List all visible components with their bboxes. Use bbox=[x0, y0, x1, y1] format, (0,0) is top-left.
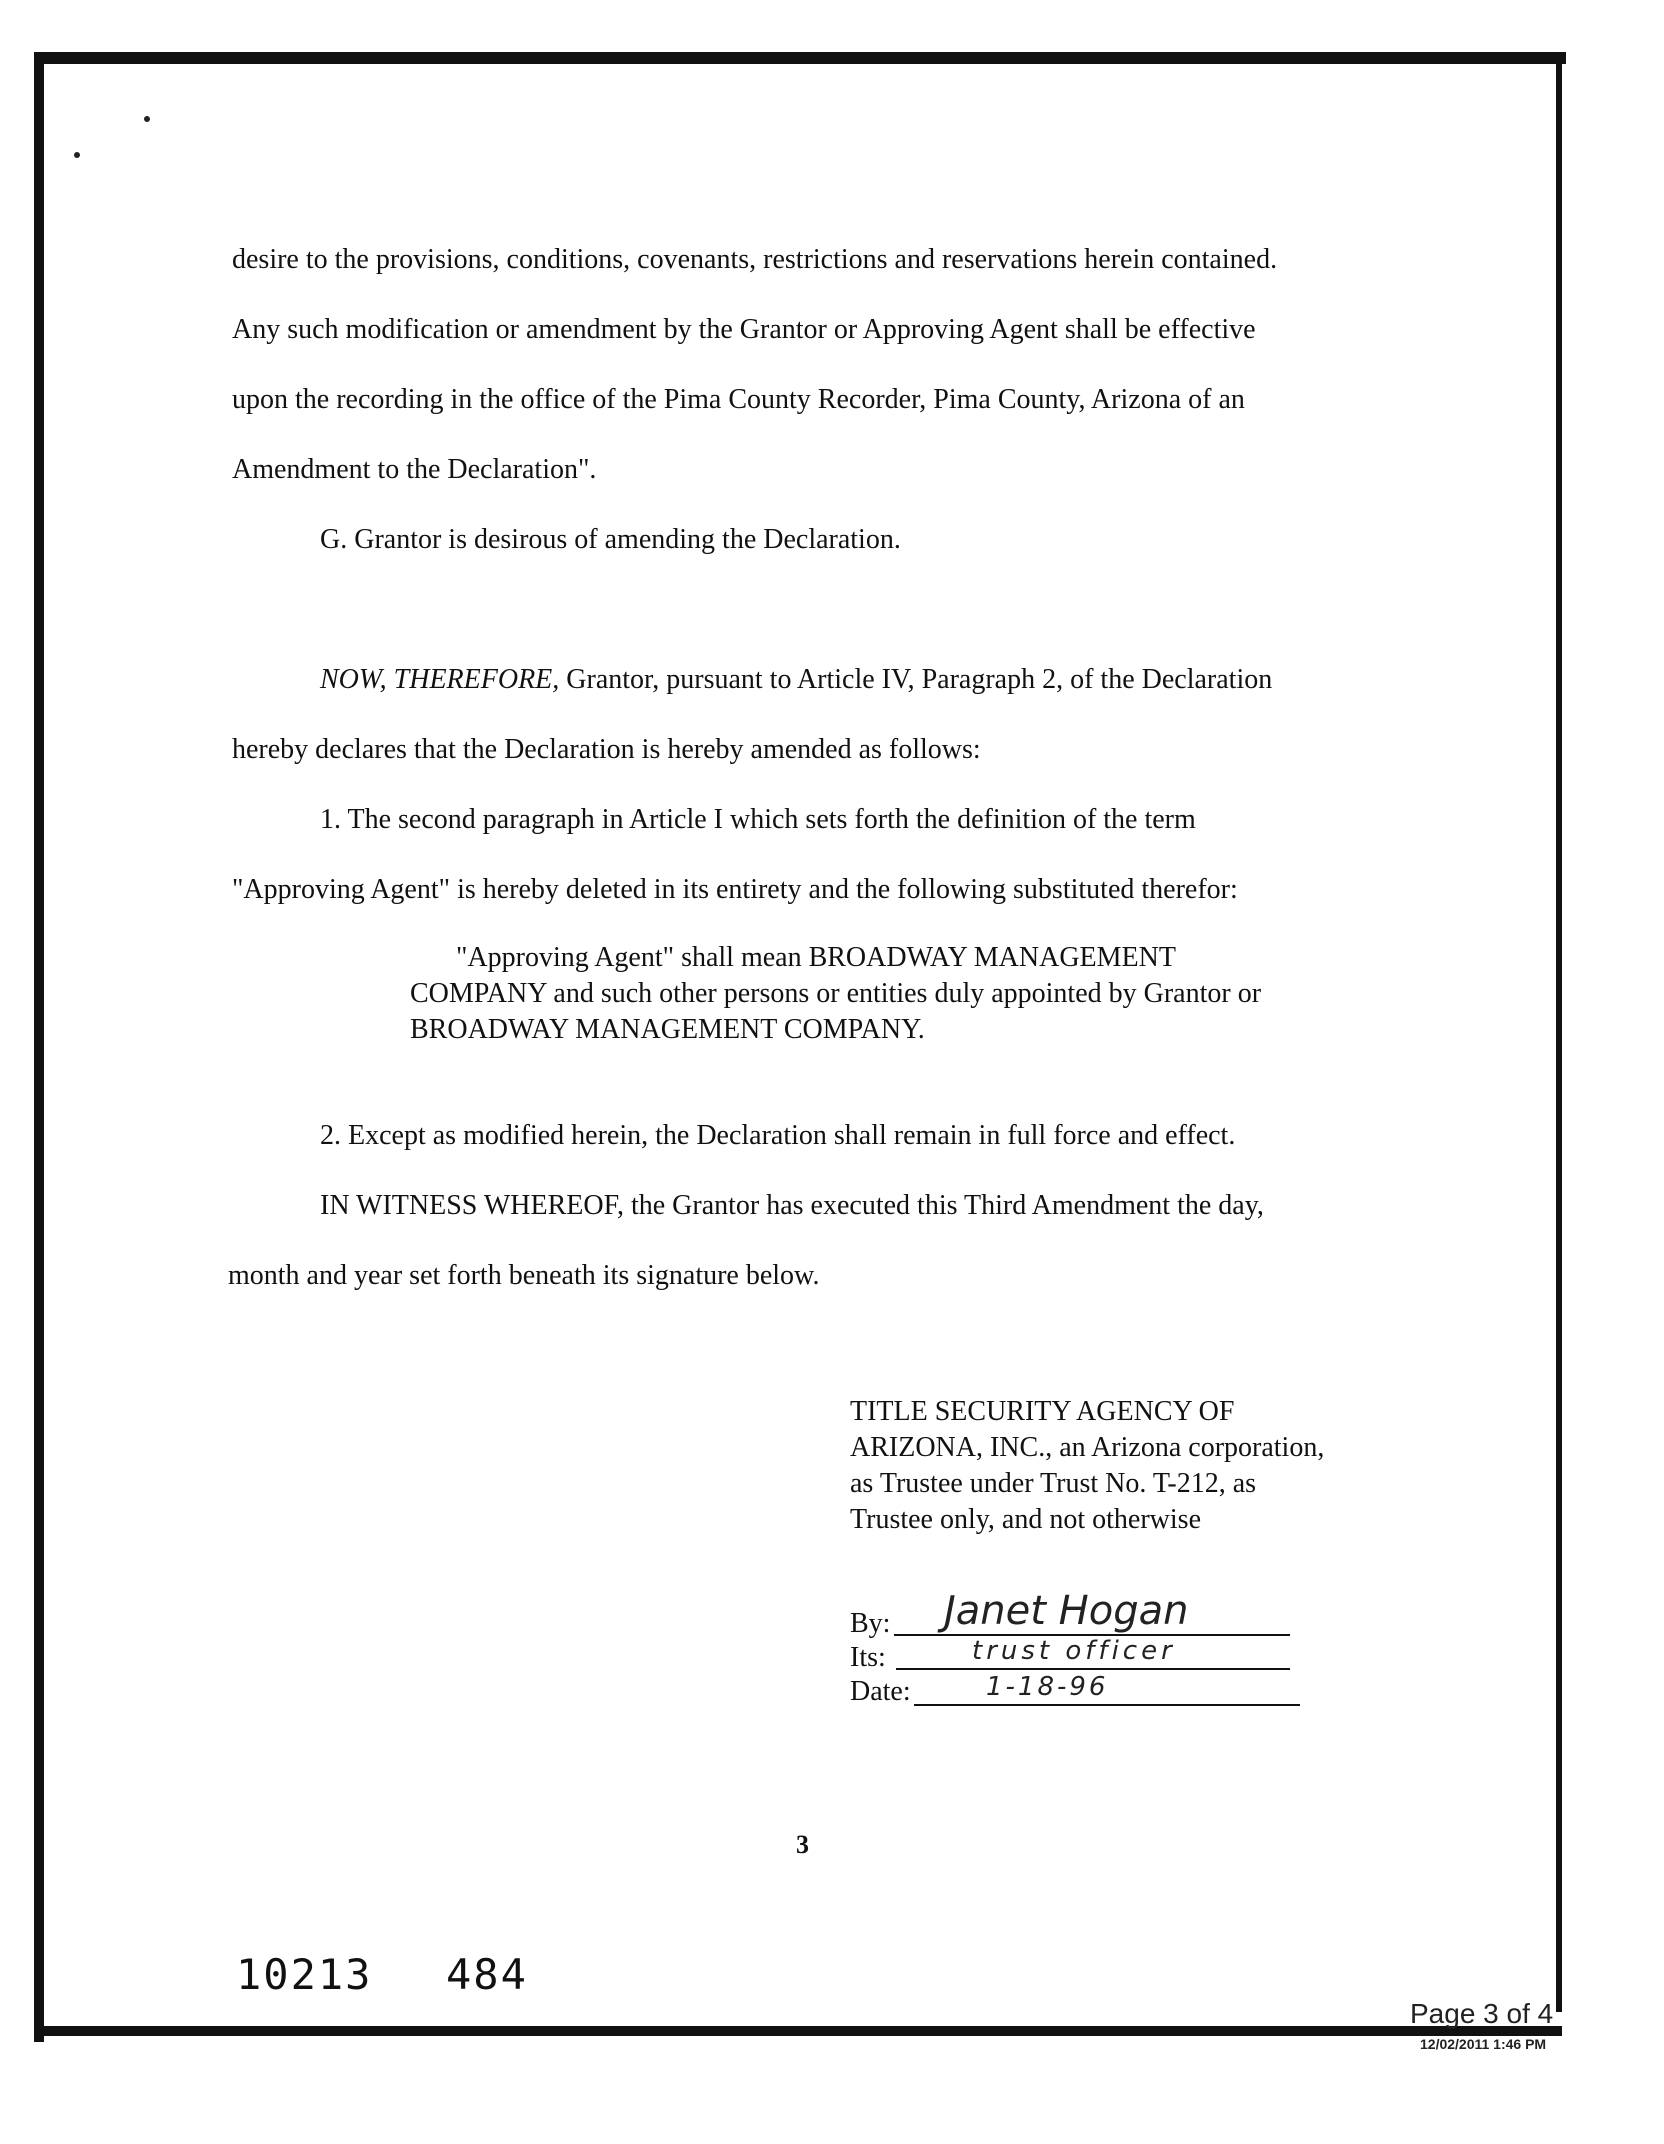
page-of-indicator: Page 3 of 4 bbox=[1410, 1998, 1554, 2029]
date-label: Date: bbox=[850, 1676, 911, 1707]
body-line: month and year set forth beneath its signature below. bbox=[228, 1260, 820, 1291]
now-therefore-line bbox=[320, 664, 1272, 696]
quote-line: "Approving Agent" shall mean BROADWAY MANAGEMENT bbox=[456, 942, 1176, 973]
page-number: 3 bbox=[796, 1830, 809, 1859]
witness-line: IN WITNESS WHEREOF, the Grantor has executed this Third Amendment the day, bbox=[320, 1190, 1264, 1221]
signatory-line: TITLE SECURITY AGENCY OF bbox=[850, 1396, 1235, 1427]
recital-g: G. Grantor is desirous of amending the Declaration. bbox=[320, 524, 901, 555]
by-label: By: bbox=[850, 1608, 891, 1639]
date-handwritten: 1-18-96 bbox=[986, 1672, 1109, 1702]
body-line: desire to the provisions, conditions, covenants, restrictions and reservations herein contained. bbox=[232, 244, 1278, 275]
its-handwritten: trust officer bbox=[972, 1636, 1176, 1666]
scan-border-right bbox=[1556, 52, 1562, 2012]
its-rule bbox=[896, 1668, 1290, 1670]
body-line: Any such modification or amendment by the Grantor or Approving Agent shall be effective bbox=[232, 314, 1256, 345]
quote-line: BROADWAY MANAGEMENT COMPANY. bbox=[410, 1014, 925, 1045]
body-line: "Approving Agent" is hereby deleted in its entirety and the following substituted therefor: bbox=[232, 874, 1238, 905]
signatory-line: Trustee only, and not otherwise bbox=[850, 1504, 1201, 1535]
body-line: hereby declares that the Declaration is hereby amended as follows: bbox=[232, 734, 981, 765]
its-label: Its: bbox=[850, 1642, 886, 1673]
amendment-item-2: 2. Except as modified herein, the Declaration shall remain in full force and effect. bbox=[320, 1120, 1236, 1151]
scan-border-top bbox=[38, 52, 1566, 64]
scan-speck bbox=[74, 152, 80, 158]
scan-border-bottom bbox=[34, 2026, 1562, 2036]
now-therefore-text: Grantor, pursuant to Article IV, Paragraph 2, of the Declaration bbox=[559, 664, 1273, 695]
print-timestamp: 12/02/2011 1:46 PM bbox=[1420, 2036, 1547, 2052]
signatory-line: as Trustee under Trust No. T-212, as bbox=[850, 1468, 1257, 1499]
by-signature: Janet Hogan bbox=[944, 1588, 1189, 1634]
amendment-item-1: 1. The second paragraph in Article I which sets forth the definition of the term bbox=[320, 804, 1196, 835]
recording-docket: 10213 bbox=[236, 1950, 373, 1999]
scan-border-left bbox=[34, 52, 44, 2042]
recording-page: 484 bbox=[446, 1950, 528, 1999]
now-therefore-lead: NOW, THEREFORE, bbox=[320, 664, 560, 695]
body-line: Amendment to the Declaration". bbox=[232, 454, 597, 485]
scan-speck bbox=[144, 116, 150, 122]
date-rule bbox=[914, 1704, 1300, 1706]
signatory-line: ARIZONA, INC., an Arizona corporation, bbox=[850, 1432, 1325, 1463]
quote-line: COMPANY and such other persons or entities duly appointed by Grantor or bbox=[410, 978, 1262, 1009]
body-line: upon the recording in the office of the Pima County Recorder, Pima County, Arizona of an bbox=[232, 384, 1245, 415]
